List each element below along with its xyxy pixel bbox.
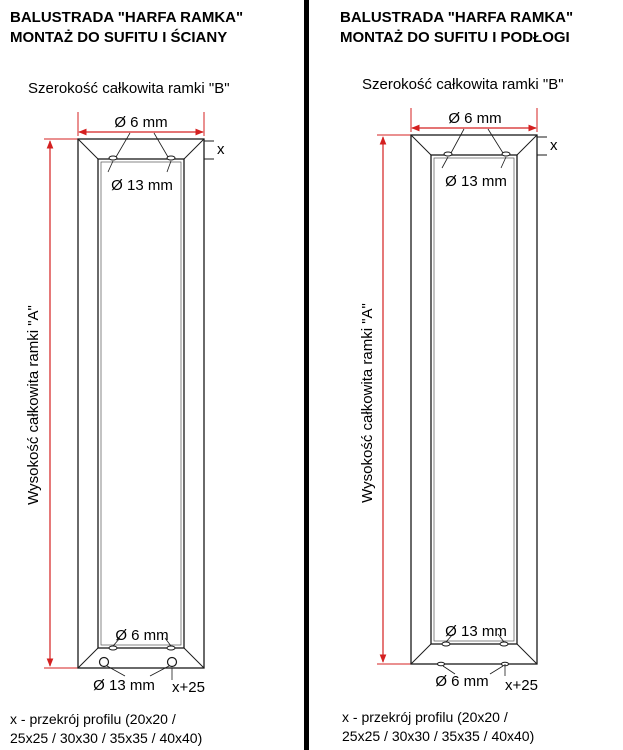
bottom-hole-inner — [442, 642, 450, 646]
height-dimension-label: Wysokość całkowita ramki "A" — [359, 303, 376, 503]
leader-line — [154, 133, 168, 157]
bottom-hole-outer — [438, 662, 445, 666]
frame-inner-shadow — [101, 162, 181, 645]
top-hole-small-label: Ø 6 mm — [448, 110, 502, 127]
panel-ceiling-floor — [340, 9, 573, 744]
top-hole-large-label: Ø 13 mm — [111, 177, 173, 194]
panel-title-line1: BALUSTRADA "HARFA RAMKA" — [340, 9, 574, 26]
frame-corner — [517, 644, 537, 664]
offset-mark: x+25 — [505, 677, 538, 694]
panel-title-line1: BALUSTRADA "HARFA RAMKA" — [10, 9, 244, 26]
panel-divider — [304, 0, 309, 750]
profile-mark: x — [550, 137, 558, 154]
bottom-hole-outer-label: Ø 13 mm — [93, 677, 155, 694]
footnote-line1: x - przekrój profilu (20x20 / — [10, 711, 176, 727]
leader-line — [490, 666, 503, 674]
frame-corner — [78, 648, 98, 668]
top-hole-large-label: Ø 13 mm — [445, 173, 507, 190]
panel-title-line2: MONTAŻ DO SUFITU I PODŁOGI — [340, 29, 570, 46]
leader-line — [488, 129, 503, 153]
frame-outer — [411, 135, 537, 664]
leader-line — [116, 133, 130, 157]
top-hole-small-label: Ø 6 mm — [114, 114, 168, 131]
leader-line — [501, 157, 506, 168]
bottom-hole-inner — [500, 642, 508, 646]
bottom-hole-outer — [168, 658, 177, 667]
frame-corner — [411, 644, 431, 664]
bottom-hole-inner-label: Ø 6 mm — [115, 627, 169, 644]
panel-title-line2: MONTAŻ DO SUFITU I ŚCIANY — [10, 29, 228, 46]
footnote-line2: 25x25 / 30x30 / 35x35 / 40x40) — [10, 730, 203, 746]
width-dimension-label: Szerokość całkowita ramki "B" — [28, 80, 230, 97]
frame-inner — [98, 159, 184, 648]
bottom-hole-outer — [100, 658, 109, 667]
frame-corner — [184, 648, 204, 668]
footnote-line1: x - przekrój profilu (20x20 / — [342, 709, 508, 725]
bottom-hole-inner — [167, 646, 175, 650]
leader-line — [451, 129, 464, 153]
height-dimension-label: Wysokość całkowita ramki "A" — [25, 305, 42, 505]
bottom-hole-inner-label: Ø 13 mm — [445, 623, 507, 640]
bottom-hole-outer-label: Ø 6 mm — [435, 673, 489, 690]
frame-inner-shadow — [434, 158, 514, 641]
offset-mark: x+25 — [172, 679, 205, 696]
frame-corner — [184, 139, 204, 159]
leader-line — [108, 161, 113, 172]
frame-outer — [78, 139, 204, 668]
leader-line — [442, 157, 448, 168]
bottom-hole-inner — [109, 646, 117, 650]
width-dimension-label: Szerokość całkowita ramki "B" — [362, 76, 564, 93]
frame-corner — [411, 135, 431, 155]
frame-corner — [78, 139, 98, 159]
leader-line — [167, 161, 171, 172]
frame-corner — [517, 135, 537, 155]
panel-ceiling-wall — [10, 9, 243, 746]
frame-inner — [431, 155, 517, 644]
footnote-line2: 25x25 / 30x30 / 35x35 / 40x40) — [342, 728, 535, 744]
profile-mark: x — [217, 141, 225, 158]
